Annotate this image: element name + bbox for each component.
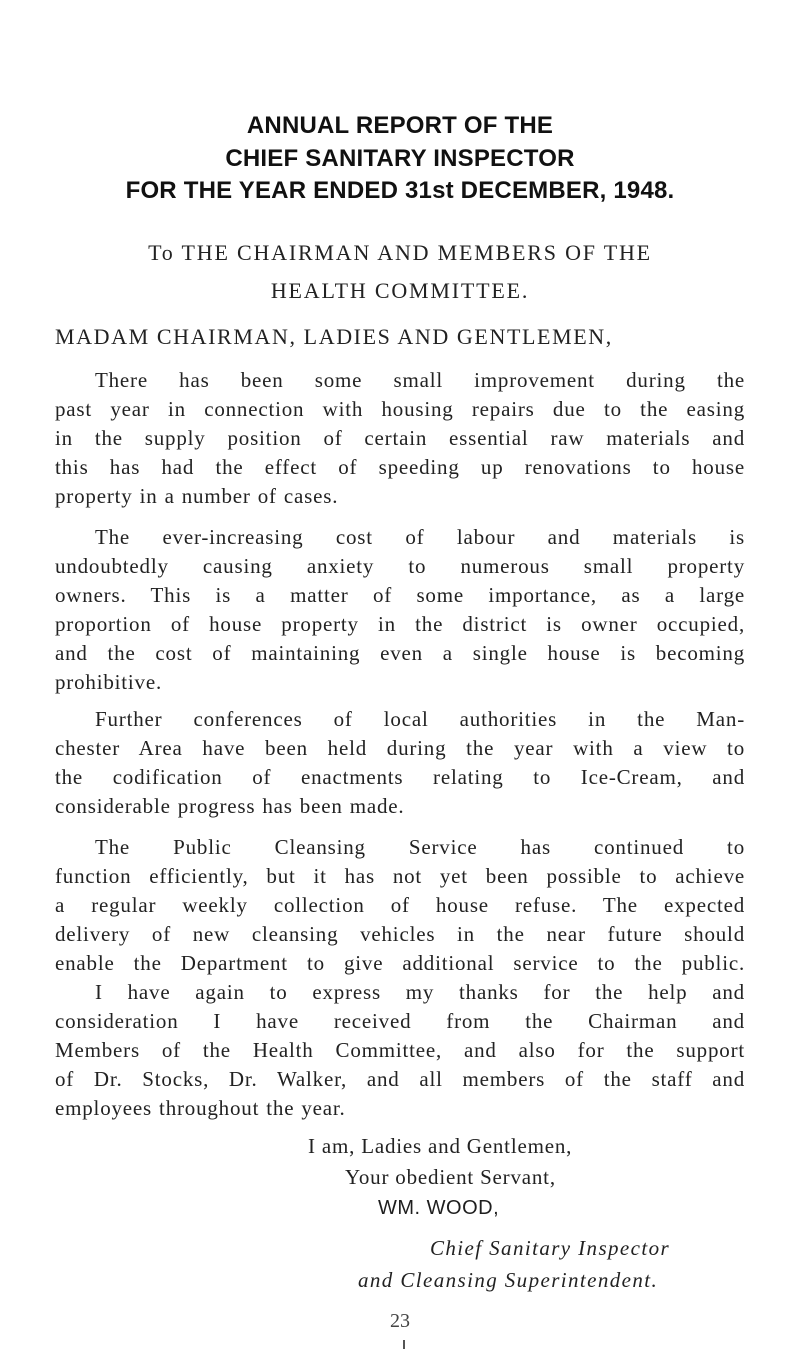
paragraph-line: consideration I have received from the Chairman and: [55, 1009, 745, 1033]
paragraph-conferences: [55, 705, 745, 821]
paragraph-line: chester Area have been held during the year with a view to: [55, 736, 745, 760]
address-line-1: To THE CHAIRMAN AND MEMBERS OF THE: [148, 240, 652, 265]
paragraph-line: the codification of enactments relating to Ice-Cream, and: [55, 765, 745, 789]
paragraph-line: The Public Cleansing Service has continued to: [95, 835, 745, 859]
report-title-line-2: CHIEF SANITARY INSPECTOR: [225, 145, 575, 172]
paragraph-line: function efficiently, but it has not yet been possible to achieve: [55, 864, 745, 888]
paragraph-line: Members of the Health Committee, and also for the support: [55, 1038, 745, 1062]
paragraph-line: of Dr. Stocks, Dr. Walker, and all members of the staff and: [55, 1067, 745, 1091]
paragraph-line: in the supply position of certain essential raw materials and: [55, 426, 745, 450]
paragraph-line: The ever-increasing cost of labour and materials is: [95, 525, 745, 549]
paragraph-line: this has had the effect of speeding up renovations to house: [55, 455, 745, 479]
paragraph-line: delivery of new cleansing vehicles in the near future should: [55, 922, 745, 946]
report-title-line-1: ANNUAL REPORT OF THE: [246, 112, 554, 139]
paragraph-line: enable the Department to give additional service to the public.: [55, 951, 745, 975]
report-title-line-3: FOR THE YEAR ENDED 31st DECEMBER, 1948.: [125, 177, 675, 204]
paragraph-public-cleansing: [55, 833, 745, 1123]
paragraph-cost-of-labour: [55, 523, 745, 697]
salutation: MADAM CHAIRMAN, LADIES AND GENTLEMEN,: [55, 324, 613, 349]
paragraph-line: undoubtedly causing anxiety to numerous small property: [55, 554, 745, 578]
closing-servant-line: Your obedient Servant,: [345, 1165, 556, 1189]
paragraph-line: property in a number of cases.: [55, 484, 339, 508]
closing-line: I am, Ladies and Gentlemen,: [308, 1134, 573, 1158]
paragraph-line: owners. This is a matter of some importance, as a large: [55, 583, 745, 607]
signatory-title-continued: and Cleansing Superintendent.: [358, 1268, 659, 1292]
paragraph-line: I have again to express my thanks for the help and: [95, 980, 745, 1004]
paragraph-line: proportion of house property in the district is owner occupied,: [55, 612, 745, 636]
paragraph-line: There has been some small improvement during the: [95, 368, 745, 392]
paragraph-line: and the cost of maintaining even a single house is becoming: [55, 641, 745, 665]
paragraph-line: employees throughout the year.: [55, 1096, 346, 1120]
page-number: 23: [390, 1310, 410, 1332]
paragraph-housing-repairs: [55, 366, 745, 511]
paragraph-line: prohibitive.: [55, 670, 163, 694]
paragraph-line: considerable progress has been made.: [55, 794, 405, 818]
signatory-name: WM. WOOD,: [378, 1197, 500, 1219]
paragraph-line: past year in connection with housing repairs due to the easing: [55, 397, 745, 421]
paragraph-line: Further conferences of local authorities in the Man-: [95, 707, 745, 731]
paragraph-line: a regular weekly collection of house refuse. The expected: [55, 893, 745, 917]
address-line-2: HEALTH COMMITTEE.: [270, 278, 530, 303]
scan-speck: [403, 1340, 405, 1349]
signatory-title: Chief Sanitary Inspector: [430, 1236, 671, 1260]
